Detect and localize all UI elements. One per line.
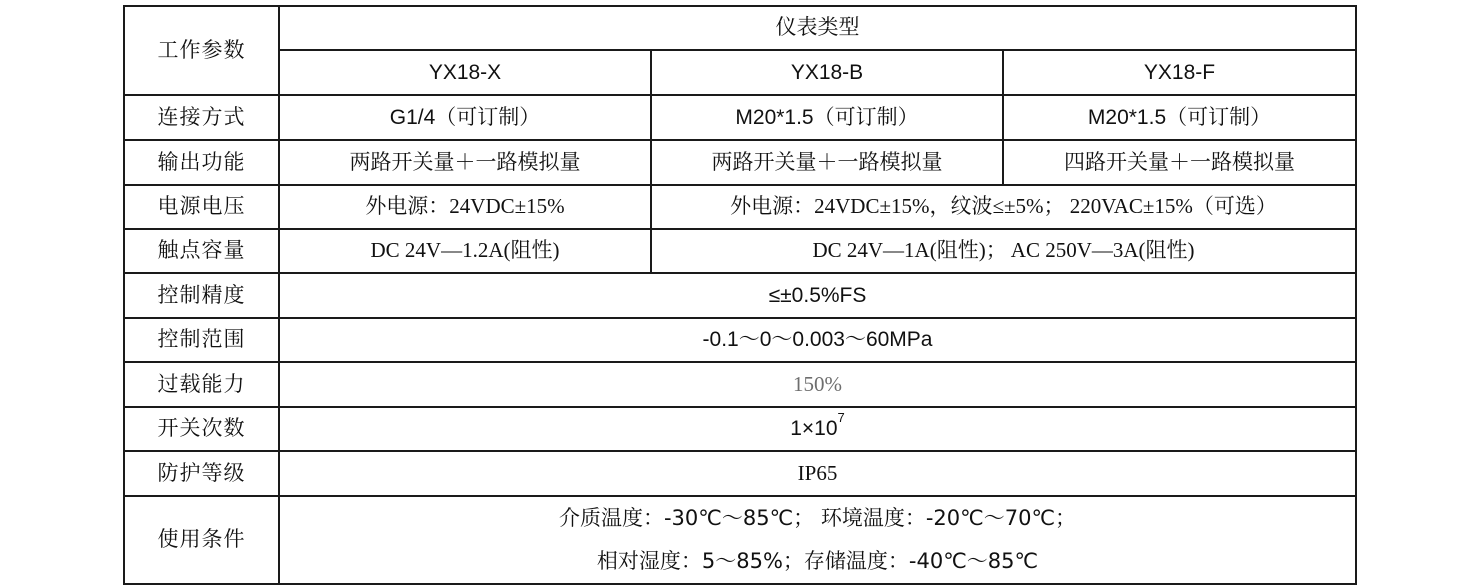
switch-count-exponent: 7 [837, 410, 845, 426]
range-value: -0.1～0～0.003～60MPa [279, 318, 1356, 362]
output-yx18-b: 两路开关量＋一路模拟量 [651, 140, 1003, 185]
connection-yx18-f: M20*1.5（可订制） [1003, 95, 1356, 140]
accuracy-value: ≤±0.5%FS [279, 273, 1356, 318]
switch-count-value [279, 407, 1356, 451]
conditions-line-1: 介质温度：-30℃～85℃； 环境温度：-20℃～70℃； [558, 506, 1077, 530]
row-label-accuracy: 控制精度 [124, 273, 279, 318]
connection-yx18-x: G1/4（可订制） [279, 95, 651, 140]
meter-type-header: 仪表类型 [279, 6, 1356, 50]
spec-table [123, 5, 1357, 585]
row-connection [124, 95, 1356, 140]
protection-value: IP65 [279, 451, 1356, 496]
header-row-1 [124, 6, 1356, 50]
row-output [124, 140, 1356, 185]
row-label-switch-count: 开关次数 [124, 407, 279, 451]
conditions-line-2: 相对湿度：5～85%；存储温度：-40℃～85℃ [596, 549, 1039, 573]
row-range [124, 318, 1356, 362]
header-row-2 [124, 50, 1356, 95]
row-label-range: 控制范围 [124, 318, 279, 362]
row-label-contact: 触点容量 [124, 229, 279, 273]
contact-yx18-b-f: DC 24V—1A(阻性)； AC 250V—3A(阻性) [651, 229, 1356, 273]
row-power [124, 185, 1356, 229]
conditions-value [279, 496, 1356, 584]
row-protection [124, 451, 1356, 496]
row-label-connection: 连接方式 [124, 95, 279, 140]
row-accuracy [124, 273, 1356, 318]
row-label-conditions: 使用条件 [124, 496, 279, 584]
row-label-overload: 过载能力 [124, 362, 279, 407]
contact-yx18-x: DC 24V—1.2A(阻性) [279, 229, 651, 273]
power-yx18-b-f: 外电源：24VDC±15%，纹波≤±5%； 220VAC±15%（可选） [651, 185, 1356, 229]
output-yx18-x: 两路开关量＋一路模拟量 [279, 140, 651, 185]
row-switch-count [124, 407, 1356, 451]
model-header-yx18-f: YX18-F [1003, 50, 1356, 95]
connection-yx18-b: M20*1.5（可订制） [651, 95, 1003, 140]
row-contact [124, 229, 1356, 273]
row-conditions [124, 496, 1356, 584]
row-label-power: 电源电压 [124, 185, 279, 229]
row-label-output: 输出功能 [124, 140, 279, 185]
model-header-yx18-x: YX18-X [279, 50, 651, 95]
row-overload [124, 362, 1356, 407]
switch-count-base: 1×10 [790, 417, 838, 441]
power-yx18-x: 外电源：24VDC±15% [279, 185, 651, 229]
overload-value: 150% [279, 362, 1356, 407]
param-header-cell: 工作参数 [124, 6, 279, 95]
output-yx18-f: 四路开关量＋一路模拟量 [1003, 140, 1356, 185]
model-header-yx18-b: YX18-B [651, 50, 1003, 95]
row-label-protection: 防护等级 [124, 451, 279, 496]
